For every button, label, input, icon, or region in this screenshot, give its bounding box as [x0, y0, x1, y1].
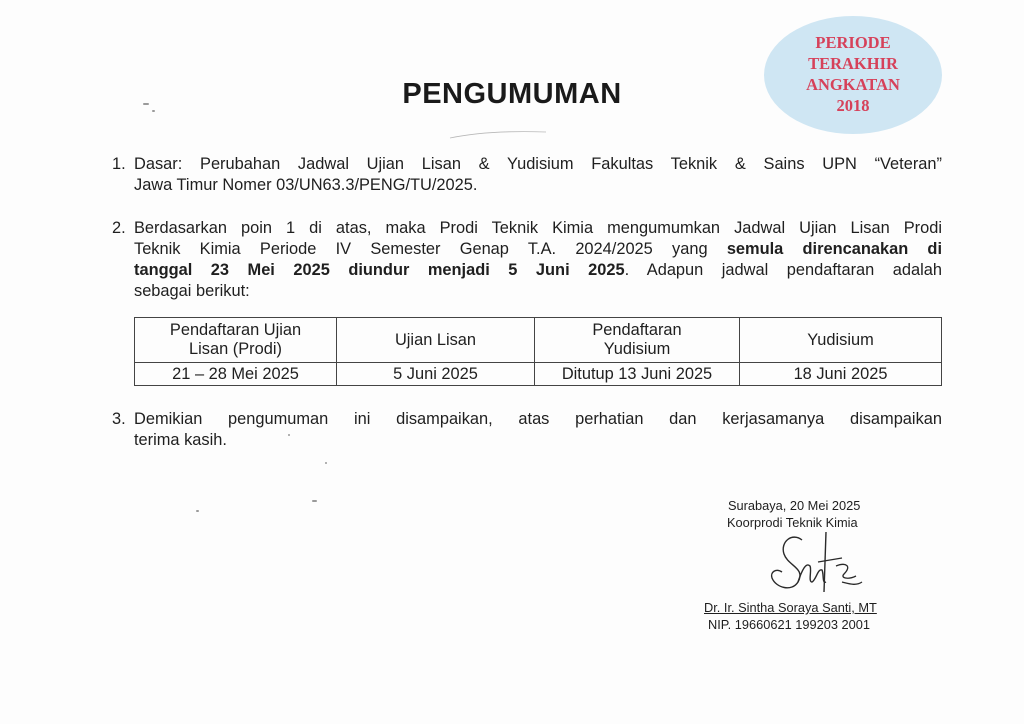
table-cell: 21 – 28 Mei 2025 [135, 363, 337, 386]
item-text-plain: Teknik Kimia Periode IV Semester Genap T.A. 2024/2025 yang [134, 240, 708, 258]
table-header-cell [135, 318, 337, 363]
stamp-line: ANGKATAN [806, 75, 900, 94]
table-row [135, 363, 942, 386]
scan-speck [288, 434, 290, 436]
header-line: Lisan (Prodi) [189, 340, 282, 358]
document-title: PENGUMUMAN [402, 78, 622, 110]
item-number: 3. [112, 410, 126, 428]
table-cell: 18 Juni 2025 [740, 363, 942, 386]
table-cell: 5 Juni 2025 [337, 363, 535, 386]
header-line: Yudisium [807, 330, 874, 349]
scan-mark [448, 128, 548, 140]
table-header-cell [535, 318, 740, 363]
stamp-line: 2018 [836, 96, 870, 115]
handwritten-signature [762, 522, 872, 612]
item-text-bold: semula direncanakan di [726, 240, 942, 258]
item-text-line: Demikian pengumuman ini disampaikan, atas perhatian dan kerjasamanya disampaikan [134, 410, 942, 428]
signatory-name: Dr. Ir. Sintha Soraya Santi, MT [704, 600, 877, 615]
header-line: Yudisium [603, 340, 671, 358]
item-number: 2. [112, 219, 126, 237]
scan-speck [196, 510, 199, 512]
item-text-line: terima kasih. [134, 431, 227, 449]
header-line: Pendaftaran Ujian [169, 321, 302, 339]
item-text-line: Dasar: Perubahan Jadwal Ujian Lisan & Yudisium Fakultas Teknik & Sains UPN “Veteran” [134, 155, 942, 173]
scan-speck [152, 110, 155, 112]
item-text-line: Berdasarkan poin 1 di atas, maka Prodi Teknik Kimia mengumumkan Jadwal Ujian Lisan Prodi [134, 219, 942, 237]
announcement-item-1 [112, 154, 942, 196]
item-text-line: sebagai berikut: [134, 282, 250, 300]
place-date: Surabaya, 20 Mei 2025 [728, 498, 861, 513]
period-stamp [764, 16, 942, 134]
item-text-plain: . Adapun jadwal pendaftaran adalah [624, 261, 942, 279]
signatory-nip: NIP. 19660621 199203 2001 [708, 617, 871, 632]
scan-speck [325, 462, 327, 464]
header-line: Pendaftaran [592, 321, 682, 339]
table-cell: Ditutup 13 Juni 2025 [535, 363, 740, 386]
stamp-line: PERIODE [815, 33, 891, 52]
schedule-table [134, 317, 942, 386]
item-text-line: Jawa Timur Nomer 03/UN63.3/PENG/TU/2025. [134, 176, 478, 194]
item-text-line [134, 239, 942, 260]
signatory-role: Koorprodi Teknik Kimia [727, 515, 858, 530]
item-number: 1. [112, 155, 126, 173]
announcement-item-3 [112, 409, 942, 451]
item-text-line [134, 260, 942, 281]
scan-speck [143, 103, 149, 105]
table-header-row [135, 318, 942, 363]
announcement-item-2 [112, 218, 942, 302]
scan-speck [312, 500, 317, 502]
stamp-line: TERAKHIR [808, 54, 898, 73]
table-header-cell [740, 318, 942, 363]
table-header-cell [337, 318, 535, 363]
header-line: Ujian Lisan [394, 330, 477, 349]
item-text-bold: tanggal 23 Mei 2025 diundur menjadi 5 Juni 2025 [134, 261, 625, 279]
